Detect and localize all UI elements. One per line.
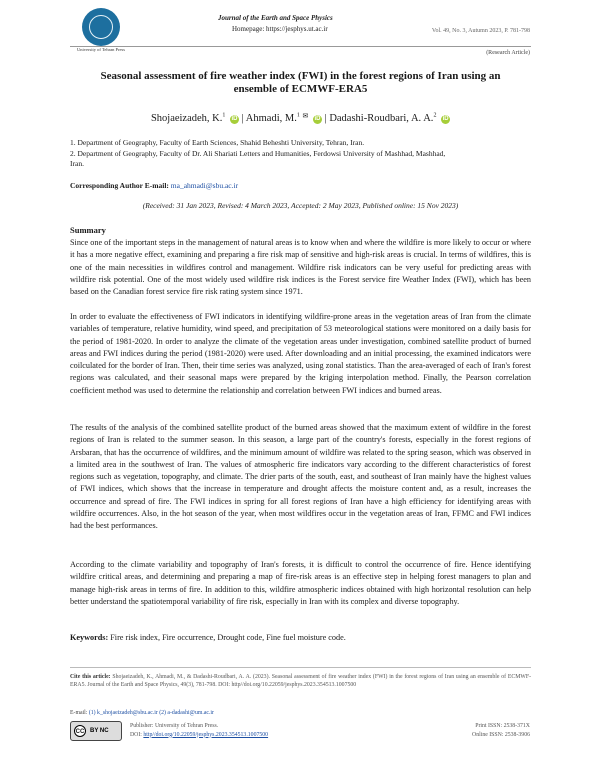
affiliation-2: 2. Department of Geography, Faculty of Dr. Ali Shariati Letters and Humanities, Ferdowsi University of Mashhad, Mashhad, xyxy=(70,149,446,158)
summary-heading: Summary xyxy=(70,225,106,235)
orcid-icon[interactable]: iD xyxy=(314,116,321,122)
author-affil-sup: 1 xyxy=(296,112,300,119)
author-name[interactable]: Shojaeizadeh, K. xyxy=(150,113,223,124)
issn-info xyxy=(472,722,530,739)
corresponding-label: Corresponding Author E-mail: xyxy=(70,181,169,190)
summary-paragraph: The results of the analysis of the combined satellite product of the burned areas showed that the maximum extent of wildfire in the forest regions of Iran is related to the summer season. In this season, a large part of the country's forests, especially in the forest regions of Arsbaran, that has the occurrence of wildfires, and the minimum amount of wildfire was related to the spring season, which was observed in a limited area in the southwest of Iran. The values of atmospheric fire indicators vary according to the different characteristics of forest regions such as vegetation, topography, and climate. The drier parts of the south, east, and southeast of Iran mainly have the highest values of FWI indices, which shows that the increase in temperature and drought affects the moisture content and, as a result, increases the occurrence and spread of fire. The FWI indices in spring for all forest regions of Iran have a high efficiency for identifying areas with wildfire occurrences. Also, in the hot season of the year, when most wildfires occur in the vegetation areas of Iran, FFMC and FWI indices had the best performances. xyxy=(70,423,531,531)
logo-caption: University of Tehran Press xyxy=(77,47,125,52)
article-dates: (Received: 31 Jan 2023, Revised: 4 March 2023, Accepted: 2 May 2023, Published online: 15 Nov 2023) xyxy=(142,201,459,210)
online-issn: Online ISSN: 2538-3906 xyxy=(472,731,530,738)
summary-paragraph: Since one of the important steps in the management of natural areas is to know when and where the wildfire is more likely to occur or where it has a more negative effect, examining and preparing a fire risk map of sensitive and high-risk areas is crucial. In terms of wildfires, this is one of the main necessities in wildfires control and management. Wildfire risk indicators can be very useful for predicting areas with wildfire risk potential. One of the most widely used wildfire risk indices is the Forest service fire Weather Index (FWI), which has been based on the Canadian forest service fire risk rating system since 1971. xyxy=(70,238,531,297)
envelope-icon[interactable]: ✉ xyxy=(302,112,309,120)
emails-label: E-mail: xyxy=(70,710,88,716)
cc-license-text: BY NC xyxy=(90,728,109,734)
article-title xyxy=(70,70,531,96)
citation xyxy=(70,673,531,690)
title-line-2: ensemble of ECMWF-ERA5 xyxy=(233,83,368,95)
orcid-icon[interactable]: iD xyxy=(231,116,238,122)
author-name[interactable]: Dadashi-Roudbari, A. A. xyxy=(329,113,434,124)
affiliation-1: 1. Department of Geography, Faculty of Earth Sciences, Shahid Beheshti University, Tehran, Iran. xyxy=(70,138,365,147)
article-type: (Research Article) xyxy=(486,50,530,56)
doi-link[interactable]: http//doi.org/10.22059/jesphys.2023.354513.1007500 xyxy=(143,731,269,738)
doi-label: DOI: xyxy=(130,731,142,738)
print-issn: Print ISSN: 2538-371X xyxy=(475,723,530,729)
corresponding-author xyxy=(70,181,238,190)
author-list: Shojaeizadeh, K.$^1$ iD | Ahmadi, M.$^1$ ✉ iD | Dadashi-Roudbari, A. A.$^2$ iD xyxy=(150,112,449,124)
publisher-name: Publisher: University of Tehran Press. xyxy=(130,723,219,729)
header-divider xyxy=(70,46,531,47)
cite-label: Cite this article: xyxy=(70,674,111,680)
journal-name: Journal of the Earth and Space Physics xyxy=(218,14,333,22)
affiliation-2-cont: Iran. xyxy=(70,159,84,168)
author-name[interactable]: Ahmadi, M. xyxy=(245,113,297,124)
author-affil-sup: 1 xyxy=(222,112,226,119)
cite-text: Shojaeizadeh, K., Ahmadi, M., & Dadashi-Roudbari, A. A. (2023). Seasonal assessment of fire weather index (FWI) in the forest regions of Iran using an ensemble of ECMWF-ERA5. Journal of the Earth and Space Physics, 49(3), 781-798. DOI: http//doi.org/10.22059/jesphys.2023.354513.1007500 xyxy=(70,674,532,689)
corresponding-email[interactable]: ma_ahmadi@sbu.ac.ir xyxy=(170,181,239,190)
summary-paragraph: According to the climate variability and topography of Iran's forests, it is difficult to control the occurrence of fire. Hence identifying wildfire critical areas, and determining and preparing a map of fire-risk areas is an effective step in helping forest managers to plan and manage high-risk areas in terms of fire. In addition to this, wildfire atmospheric indices obtained with high horizontal resolution can help better understand the spatiotemporal variability of fire risk, especially in Iran with its complex and diverse topography. xyxy=(70,560,531,606)
summary-paragraph: In order to evaluate the effectiveness of FWI indicators in identifying wildfire-prone areas in the vegetation areas of Iran from the climate variables of temperature, relative humidity, wind speed, and precipitation of 53 meteorological stations were monitored on a daily basis for the period of 1981-2020. In order to analyze the climate of the vegetation areas under investigation, combined satellite product of burned areas and FWI indices during the period (1981-2020) were used. After downloading and an initial processing, the examined indicators were coilculated for the border of Iran. Then, their time series was analyzed, using zonal statistics. Than the area-averaged of each of Iran's forest regions was calculated, and their seasonal maps were prepared by the kriging interpolation method. Finally, the Pearson correlation coefficient method was used to determine the relationship and correlation between FWI indices and burned areas. xyxy=(70,312,531,395)
orcid-icon[interactable]: iD xyxy=(442,116,449,122)
journal-homepage[interactable]: Homepage: https://jesphys.ut.ac.ir xyxy=(232,25,328,33)
author-emails xyxy=(70,710,214,716)
publisher-info xyxy=(130,722,268,739)
journal-logo xyxy=(82,8,120,46)
cc-license-badge[interactable] xyxy=(70,721,122,741)
cc-icon: CC xyxy=(74,725,86,737)
keywords xyxy=(70,633,346,642)
title-line-1: Seasonal assessment of fire weather index (FWI) in the forest regions of Iran using an xyxy=(100,70,501,82)
author-affil-sup: 2 xyxy=(433,112,437,119)
issue-info: Vol. 49, No. 3, Autumn 2023, P. 781-798 xyxy=(431,28,530,34)
emails-text[interactable]: (1) k_shojaeizadeh@sbu.ac.ir (2) a-dadashi@um.ac.ir xyxy=(88,710,214,716)
keywords-text: Fire risk index, Fire occurrence, Drought code, Fine fuel moisture code. xyxy=(110,633,346,642)
keywords-label: Keywords: xyxy=(70,633,109,642)
footer-divider xyxy=(70,667,531,668)
